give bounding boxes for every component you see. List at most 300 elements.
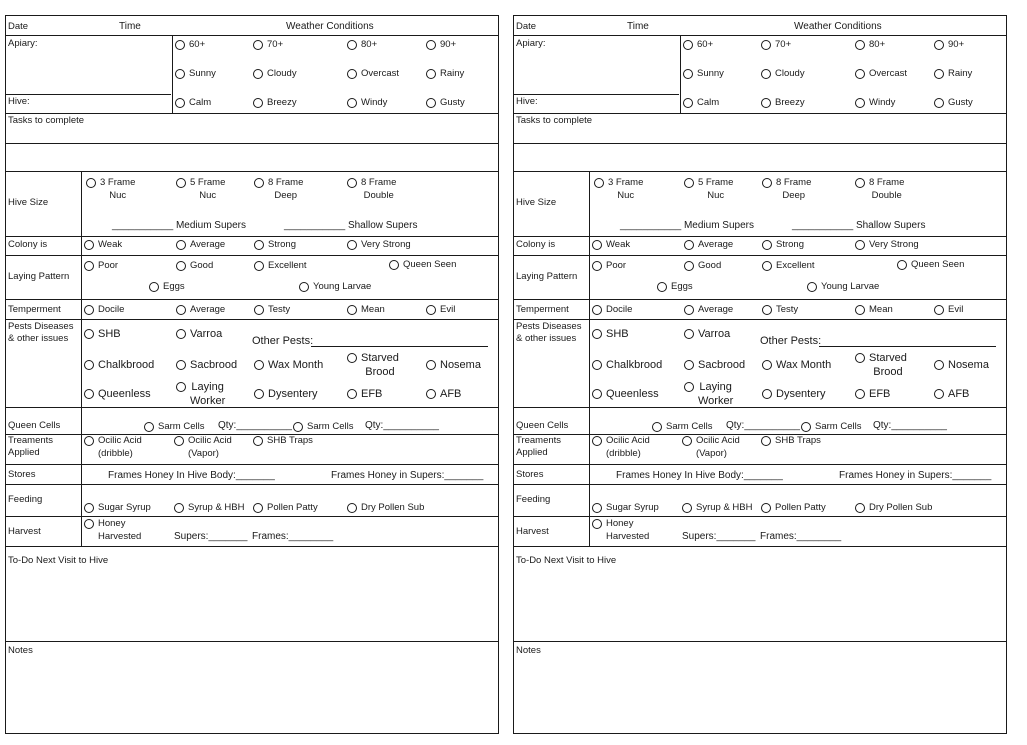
- laying-option-label: Good: [698, 260, 722, 271]
- young-larvae-option[interactable]: [299, 280, 371, 293]
- frames-supers-field: Frames Honey in Supers:_______: [839, 470, 992, 481]
- radio-circle-icon[interactable]: [175, 98, 185, 108]
- radio-circle-icon[interactable]: [762, 261, 772, 271]
- radio-circle-icon[interactable]: [84, 305, 94, 315]
- radio-circle-icon[interactable]: [592, 261, 602, 271]
- temperment-option-label: Mean: [869, 304, 893, 315]
- radio-circle-icon[interactable]: [683, 98, 693, 108]
- weather-sky-option-label: Overcast: [361, 68, 400, 79]
- pest-option[interactable]: [84, 358, 154, 372]
- colony-option[interactable]: [592, 238, 630, 251]
- colony-option-label: Average: [698, 239, 734, 250]
- radio-circle-icon[interactable]: [592, 436, 602, 446]
- pest-option-label: Laying Worker: [190, 381, 226, 407]
- weather-temps-option[interactable]: [761, 38, 791, 51]
- feeding-option-label: Pollen Patty: [775, 502, 826, 513]
- radio-circle-icon[interactable]: [253, 98, 263, 108]
- eggs-option[interactable]: [657, 280, 693, 293]
- treatment-option[interactable]: [253, 434, 313, 447]
- laying-option[interactable]: [84, 259, 118, 272]
- radio-circle-icon[interactable]: [855, 98, 865, 108]
- harvest-option[interactable]: [592, 517, 649, 543]
- other-pests-underline[interactable]: [311, 346, 488, 347]
- pest-option-label: Nosema: [948, 359, 989, 371]
- row-divider: [514, 113, 1006, 114]
- weather-wind-option[interactable]: [855, 96, 895, 109]
- radio-circle-icon[interactable]: [347, 69, 357, 79]
- radio-circle-icon[interactable]: [347, 353, 357, 363]
- row-divider: [6, 299, 498, 300]
- radio-circle-icon[interactable]: [347, 389, 357, 399]
- temperment-option[interactable]: [592, 303, 632, 316]
- queen-seen-option[interactable]: [389, 258, 456, 271]
- radio-circle-icon[interactable]: [347, 305, 357, 315]
- radio-circle-icon[interactable]: [855, 305, 865, 315]
- radio-circle-icon[interactable]: [762, 389, 772, 399]
- radio-circle-icon[interactable]: [684, 329, 694, 339]
- radio-circle-icon[interactable]: [426, 360, 436, 370]
- weather-wind-option[interactable]: [253, 96, 297, 109]
- temperment-option[interactable]: [426, 303, 455, 316]
- apiary-label: Apiary:: [516, 38, 546, 49]
- radio-circle-icon[interactable]: [934, 40, 944, 50]
- radio-circle-icon[interactable]: [934, 360, 944, 370]
- row-divider: [514, 434, 1006, 435]
- treatment-option[interactable]: [761, 434, 821, 447]
- radio-circle-icon[interactable]: [426, 98, 436, 108]
- radio-circle-icon[interactable]: [176, 360, 186, 370]
- radio-circle-icon[interactable]: [934, 305, 944, 315]
- pest-option[interactable]: [592, 358, 662, 372]
- radio-circle-icon[interactable]: [426, 389, 436, 399]
- pest-option[interactable]: [592, 387, 659, 401]
- radio-circle-icon[interactable]: [84, 389, 94, 399]
- radio-circle-icon[interactable]: [347, 98, 357, 108]
- radio-circle-icon[interactable]: [254, 305, 264, 315]
- harvest-option[interactable]: [84, 517, 141, 543]
- radio-circle-icon[interactable]: [592, 305, 602, 315]
- hive-size-option[interactable]: [855, 176, 904, 202]
- laying-pattern-label: Laying Pattern: [8, 271, 70, 282]
- radio-circle-icon[interactable]: [84, 519, 94, 529]
- weather-sky-option[interactable]: [426, 67, 464, 80]
- radio-circle-icon[interactable]: [299, 282, 309, 292]
- radio-circle-icon[interactable]: [855, 40, 865, 50]
- pest-option-label: Queenless: [606, 388, 659, 400]
- todo-next-visit-label: To-Do Next Visit to Hive: [516, 555, 617, 566]
- feeding-option[interactable]: [84, 501, 151, 514]
- weather-wind-option-label: Gusty: [440, 97, 465, 108]
- pest-option-label: Varroa: [698, 328, 731, 340]
- pest-option[interactable]: [84, 327, 121, 341]
- feeding-option[interactable]: [855, 501, 932, 514]
- radio-circle-icon[interactable]: [347, 503, 357, 513]
- laying-option-label: Excellent: [776, 260, 815, 271]
- pest-option[interactable]: [347, 387, 382, 401]
- temperment-option[interactable]: [84, 303, 124, 316]
- weather-temps-option[interactable]: [683, 38, 713, 51]
- pest-option-label: Dysentery: [776, 388, 826, 400]
- pest-option-label: Wax Month: [776, 359, 832, 371]
- colony-option-label: Very Strong: [869, 239, 919, 250]
- weather-sky-option-label: Overcast: [869, 68, 908, 79]
- laying-pattern-label: Laying Pattern: [516, 271, 578, 282]
- pest-option[interactable]: [176, 358, 237, 372]
- feeding-option[interactable]: [592, 501, 659, 514]
- radio-circle-icon[interactable]: [176, 329, 186, 339]
- row-divider: [514, 171, 1006, 172]
- temperment-label: Temperment: [516, 304, 569, 315]
- treatment-option[interactable]: [682, 434, 740, 460]
- queen-seen-option[interactable]: [897, 258, 964, 271]
- radio-circle-icon[interactable]: [855, 240, 865, 250]
- radio-circle-icon[interactable]: [934, 69, 944, 79]
- row-divider: [514, 94, 679, 95]
- pest-option[interactable]: [855, 351, 907, 379]
- pests-label: Pests Diseases & other issues: [8, 321, 74, 344]
- radio-circle-icon[interactable]: [254, 240, 264, 250]
- radio-circle-icon[interactable]: [684, 360, 694, 370]
- weather-sky-option-label: Rainy: [440, 68, 465, 79]
- hive-size-option-label: 8 Frame Deep: [776, 177, 812, 201]
- radio-circle-icon[interactable]: [807, 282, 817, 292]
- pest-option-label: Chalkbrood: [98, 359, 155, 371]
- frames-supers-field: Frames Honey in Supers:_______: [331, 470, 484, 481]
- hive-size-label: Hive Size: [516, 197, 557, 208]
- radio-circle-icon[interactable]: [176, 261, 186, 271]
- laying-option[interactable]: [592, 259, 626, 272]
- temperment-option[interactable]: [254, 303, 290, 316]
- radio-circle-icon[interactable]: [176, 305, 186, 315]
- radio-circle-icon[interactable]: [682, 503, 692, 513]
- radio-circle-icon[interactable]: [684, 382, 694, 392]
- radio-circle-icon[interactable]: [84, 436, 94, 446]
- radio-circle-icon[interactable]: [761, 436, 771, 446]
- temperment-option[interactable]: [762, 303, 798, 316]
- pest-option[interactable]: [762, 387, 826, 401]
- treatment-option[interactable]: [592, 434, 650, 460]
- temperment-option[interactable]: [684, 303, 733, 316]
- pest-option[interactable]: [426, 387, 461, 401]
- pest-option-label: Varroa: [190, 328, 223, 340]
- pest-option[interactable]: [254, 358, 323, 372]
- radio-circle-icon[interactable]: [84, 503, 94, 513]
- radio-circle-icon[interactable]: [176, 382, 186, 392]
- tasks-label: Tasks to complete: [516, 115, 593, 126]
- weather-temps-option[interactable]: [175, 38, 205, 51]
- hive-size-label: Hive Size: [8, 197, 49, 208]
- feeding-label: Feeding: [8, 494, 43, 505]
- radio-circle-icon[interactable]: [176, 240, 186, 250]
- weather-sky-option[interactable]: [934, 67, 972, 80]
- radio-circle-icon[interactable]: [762, 240, 772, 250]
- treatment-option[interactable]: [174, 434, 232, 460]
- other-pests-underline[interactable]: [819, 346, 996, 347]
- weather-wind-option[interactable]: [347, 96, 387, 109]
- weather-temps-option[interactable]: [855, 38, 885, 51]
- young-larvae-option-label: Young Larvae: [821, 281, 880, 292]
- row-divider: [514, 516, 1006, 517]
- colony-option[interactable]: [855, 238, 919, 251]
- radio-circle-icon[interactable]: [347, 178, 357, 188]
- young-larvae-option[interactable]: [807, 280, 879, 293]
- feeding-option-label: Syrup & HBH: [696, 502, 753, 513]
- column-divider: [81, 171, 82, 546]
- radio-circle-icon[interactable]: [254, 389, 264, 399]
- radio-circle-icon[interactable]: [761, 98, 771, 108]
- feeding-option[interactable]: [682, 501, 753, 514]
- row-divider: [6, 255, 498, 256]
- pest-option-label: EFB: [869, 388, 891, 400]
- pest-option[interactable]: [254, 387, 318, 401]
- radio-circle-icon[interactable]: [149, 282, 159, 292]
- radio-circle-icon[interactable]: [762, 305, 772, 315]
- row-divider: [514, 236, 1006, 237]
- radio-circle-icon[interactable]: [389, 260, 399, 270]
- hive-size-option-label: 8 Frame Deep: [268, 177, 304, 201]
- weather-wind-option[interactable]: [683, 96, 719, 109]
- queen-cells-option-label: Sarm Cells: [307, 421, 354, 432]
- radio-circle-icon[interactable]: [683, 40, 693, 50]
- weather-temps-option-label: 90+: [440, 39, 457, 50]
- radio-circle-icon[interactable]: [254, 360, 264, 370]
- hive-size-option[interactable]: [86, 176, 135, 202]
- temperment-option[interactable]: [176, 303, 225, 316]
- radio-circle-icon[interactable]: [84, 329, 94, 339]
- radio-circle-icon[interactable]: [253, 69, 263, 79]
- weather-wind-option-label: Calm: [697, 97, 720, 108]
- queen-cells-option[interactable]: [144, 420, 204, 433]
- row-divider: [6, 113, 498, 114]
- hive-size-option[interactable]: [684, 176, 733, 202]
- weather-sky-option[interactable]: [855, 67, 907, 80]
- radio-circle-icon[interactable]: [174, 503, 184, 513]
- pest-option[interactable]: [934, 358, 989, 372]
- feeding-option-label: Sugar Syrup: [606, 502, 659, 513]
- laying-option[interactable]: [176, 259, 213, 272]
- weather-sky-option[interactable]: [761, 67, 805, 80]
- radio-circle-icon[interactable]: [592, 503, 602, 513]
- radio-circle-icon[interactable]: [761, 69, 771, 79]
- young-larvae-option-label: Young Larvae: [313, 281, 372, 292]
- eggs-option[interactable]: [149, 280, 185, 293]
- weather-wind-option-label: Windy: [361, 97, 388, 108]
- row-divider: [514, 484, 1006, 485]
- radio-circle-icon[interactable]: [801, 422, 811, 432]
- row-divider: [514, 407, 1006, 408]
- weather-temps-option[interactable]: [426, 38, 456, 51]
- weather-temps-option[interactable]: [934, 38, 964, 51]
- radio-circle-icon[interactable]: [253, 40, 263, 50]
- pest-option[interactable]: [855, 387, 890, 401]
- weather-wind-option[interactable]: [426, 96, 465, 109]
- queen-cells-option[interactable]: [801, 420, 861, 433]
- radio-circle-icon[interactable]: [84, 261, 94, 271]
- temperment-option-label: Evil: [948, 304, 964, 315]
- row-divider: [6, 516, 498, 517]
- radio-circle-icon[interactable]: [253, 436, 263, 446]
- feeding-option[interactable]: [174, 501, 245, 514]
- pest-option[interactable]: [84, 387, 151, 401]
- feeding-option[interactable]: [761, 501, 826, 514]
- radio-circle-icon[interactable]: [684, 240, 694, 250]
- radio-circle-icon[interactable]: [175, 69, 185, 79]
- radio-circle-icon[interactable]: [684, 305, 694, 315]
- weather-temps-option[interactable]: [253, 38, 283, 51]
- pest-option[interactable]: [176, 327, 222, 341]
- radio-circle-icon[interactable]: [86, 178, 96, 188]
- notes-label: Notes: [516, 645, 541, 656]
- feeding-option[interactable]: [253, 501, 318, 514]
- radio-circle-icon[interactable]: [174, 436, 184, 446]
- weather-wind-option[interactable]: [761, 96, 805, 109]
- treatment-option-label: Ocilic Acid (Vapor): [696, 435, 740, 459]
- radio-circle-icon[interactable]: [175, 40, 185, 50]
- weather-temps-option-label: 60+: [697, 39, 714, 50]
- colony-option[interactable]: [254, 238, 296, 251]
- treatment-option[interactable]: [84, 434, 142, 460]
- radio-circle-icon[interactable]: [253, 503, 263, 513]
- radio-circle-icon[interactable]: [347, 240, 357, 250]
- radio-circle-icon[interactable]: [855, 503, 865, 513]
- queen-cells-qty-field: Qty:__________: [218, 420, 292, 431]
- notes-label: Notes: [8, 645, 33, 656]
- radio-circle-icon[interactable]: [592, 329, 602, 339]
- radio-circle-icon[interactable]: [855, 389, 865, 399]
- treatment-option-label: Ocilic Acid (dribble): [606, 435, 650, 459]
- radio-circle-icon[interactable]: [684, 261, 694, 271]
- radio-circle-icon[interactable]: [592, 240, 602, 250]
- radio-circle-icon[interactable]: [592, 360, 602, 370]
- radio-circle-icon[interactable]: [592, 389, 602, 399]
- harvest-label: Harvest: [516, 526, 549, 537]
- other-pests-field: Other Pests:: [760, 335, 822, 347]
- colony-option[interactable]: [762, 238, 804, 251]
- radio-circle-icon[interactable]: [762, 178, 772, 188]
- radio-circle-icon[interactable]: [934, 389, 944, 399]
- radio-circle-icon[interactable]: [594, 178, 604, 188]
- hive-size-option[interactable]: [176, 176, 225, 202]
- weather-sky-option[interactable]: [683, 67, 724, 80]
- radio-circle-icon[interactable]: [762, 360, 772, 370]
- pest-option-label: Starved Brood: [869, 352, 907, 378]
- weather-sky-option[interactable]: [347, 67, 399, 80]
- pest-option[interactable]: [426, 358, 481, 372]
- weather-sky-option-label: Sunny: [189, 68, 216, 79]
- laying-option[interactable]: [684, 259, 721, 272]
- radio-circle-icon[interactable]: [652, 422, 662, 432]
- hive-size-option-label: 3 Frame Nuc: [608, 177, 644, 201]
- hive-inspection-form-left: [5, 15, 499, 734]
- weather-wind-option[interactable]: [934, 96, 973, 109]
- radio-circle-icon[interactable]: [426, 69, 436, 79]
- weather-temps-option-label: 70+: [775, 39, 792, 50]
- eggs-option-label: Eggs: [163, 281, 185, 292]
- pest-option[interactable]: [592, 327, 629, 341]
- radio-circle-icon[interactable]: [84, 360, 94, 370]
- radio-circle-icon[interactable]: [855, 69, 865, 79]
- temperment-option[interactable]: [855, 303, 893, 316]
- laying-option[interactable]: [254, 259, 307, 272]
- queen-cells-qty-field: Qty:__________: [365, 420, 439, 431]
- radio-circle-icon[interactable]: [657, 282, 667, 292]
- radio-circle-icon[interactable]: [347, 40, 357, 50]
- other-pests-field: Other Pests:: [252, 335, 314, 347]
- radio-circle-icon[interactable]: [254, 178, 264, 188]
- radio-circle-icon[interactable]: [176, 178, 186, 188]
- tasks-label: Tasks to complete: [8, 115, 85, 126]
- feeding-option-label: Dry Pollen Sub: [869, 502, 933, 513]
- queen-seen-option-label: Queen Seen: [911, 259, 965, 270]
- colony-option[interactable]: [684, 238, 733, 251]
- queen-seen-option-label: Queen Seen: [403, 259, 457, 270]
- laying-option[interactable]: [762, 259, 815, 272]
- queen-cells-option[interactable]: [293, 420, 353, 433]
- feeding-option[interactable]: [347, 501, 424, 514]
- hive-size-option[interactable]: [762, 176, 811, 202]
- colony-option[interactable]: [176, 238, 225, 251]
- radio-circle-icon[interactable]: [254, 261, 264, 271]
- pest-option[interactable]: [176, 380, 225, 408]
- temperment-option[interactable]: [934, 303, 963, 316]
- radio-circle-icon[interactable]: [293, 422, 303, 432]
- radio-circle-icon[interactable]: [897, 260, 907, 270]
- radio-circle-icon[interactable]: [855, 353, 865, 363]
- pest-option[interactable]: [684, 358, 745, 372]
- pest-option[interactable]: [762, 358, 831, 372]
- shallow-supers-field: ___________ Shallow Supers: [284, 220, 418, 231]
- hive-size-option-label: 8 Frame Double: [869, 177, 905, 201]
- queen-cells-option[interactable]: [652, 420, 712, 433]
- colony-option[interactable]: [347, 238, 411, 251]
- hive-size-option[interactable]: [347, 176, 396, 202]
- pest-option[interactable]: [934, 387, 969, 401]
- radio-circle-icon[interactable]: [144, 422, 154, 432]
- weather-sky-option[interactable]: [253, 67, 297, 80]
- pest-option[interactable]: [684, 327, 730, 341]
- hive-size-option-label: 5 Frame Nuc: [190, 177, 226, 201]
- radio-circle-icon[interactable]: [426, 305, 436, 315]
- hive-size-option[interactable]: [254, 176, 303, 202]
- radio-circle-icon[interactable]: [761, 503, 771, 513]
- colony-option[interactable]: [84, 238, 122, 251]
- treatment-option-label: SHB Traps: [267, 435, 313, 446]
- row-divider: [514, 255, 1006, 256]
- frames-hive-body-field: Frames Honey In Hive Body:_______: [616, 470, 783, 481]
- weather-temps-option[interactable]: [347, 38, 377, 51]
- temperment-option-label: Mean: [361, 304, 385, 315]
- hive-size-option[interactable]: [594, 176, 643, 202]
- radio-circle-icon[interactable]: [84, 240, 94, 250]
- radio-circle-icon[interactable]: [684, 178, 694, 188]
- pest-option[interactable]: [684, 380, 733, 408]
- weather-conditions-label: Weather Conditions: [794, 21, 882, 32]
- radio-circle-icon[interactable]: [761, 40, 771, 50]
- radio-circle-icon[interactable]: [683, 69, 693, 79]
- weather-wind-option-label: Gusty: [948, 97, 973, 108]
- radio-circle-icon[interactable]: [426, 40, 436, 50]
- temperment-option[interactable]: [347, 303, 385, 316]
- radio-circle-icon[interactable]: [855, 178, 865, 188]
- radio-circle-icon[interactable]: [592, 519, 602, 529]
- shallow-supers-field: ___________ Shallow Supers: [792, 220, 926, 231]
- weather-wind-option[interactable]: [175, 96, 211, 109]
- todo-next-visit-label: To-Do Next Visit to Hive: [8, 555, 109, 566]
- pest-option[interactable]: [347, 351, 399, 379]
- radio-circle-icon[interactable]: [934, 98, 944, 108]
- radio-circle-icon[interactable]: [682, 436, 692, 446]
- weather-sky-option[interactable]: [175, 67, 216, 80]
